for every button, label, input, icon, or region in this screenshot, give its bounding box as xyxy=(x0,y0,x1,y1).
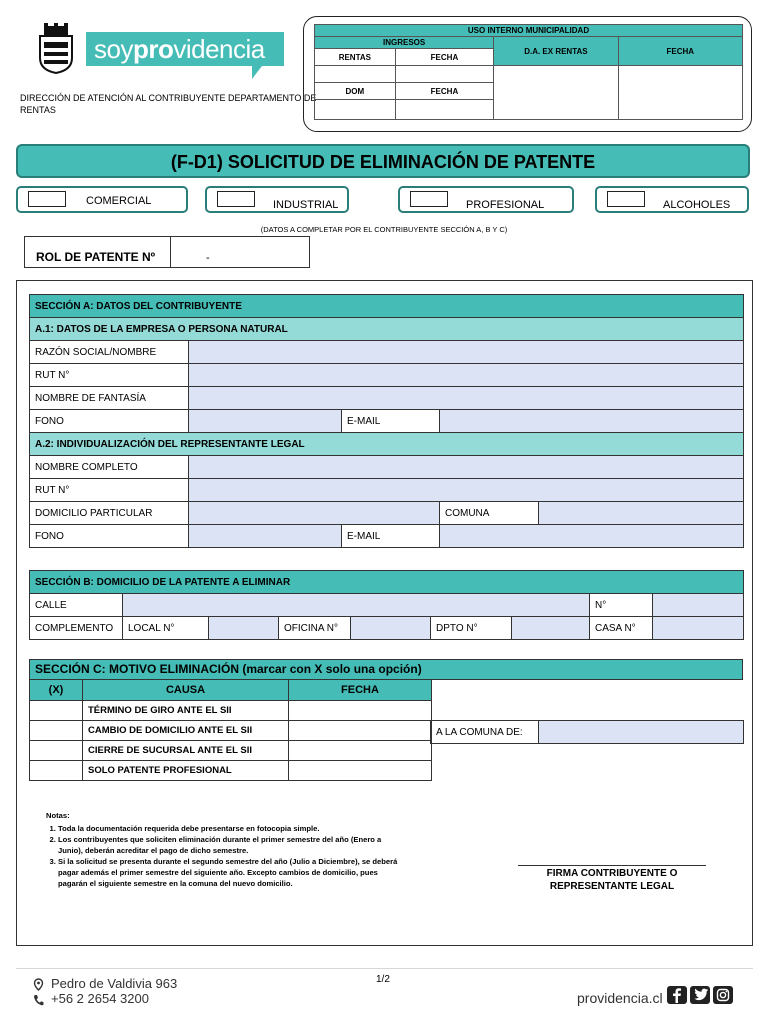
soyprovidencia-logo xyxy=(86,32,286,80)
oficina-label: OFICINA N° xyxy=(279,617,351,640)
category-alcoholes[interactable] xyxy=(595,186,749,213)
email-input[interactable] xyxy=(440,410,744,433)
oficina-input[interactable] xyxy=(351,617,431,640)
note-2: 2. Los contribuyentes que soliciten eliminación durante el primer semestre del año (Enero a Junio), deberán acreditar el pago de dicho semestre. xyxy=(58,834,398,856)
note-1: 1. Toda la documentación requerida debe presentarse en fotocopia simple. xyxy=(58,823,398,834)
col-x-header: (X) xyxy=(30,680,83,701)
dpto-input[interactable] xyxy=(512,617,590,640)
cause-1-check[interactable] xyxy=(30,701,83,721)
comuna-destino-table xyxy=(430,720,744,744)
comercial-checkbox[interactable] xyxy=(28,191,66,207)
fono-rep-label: FONO xyxy=(30,525,189,548)
calle-input[interactable] xyxy=(123,594,590,617)
local-input[interactable] xyxy=(209,617,279,640)
notes-block xyxy=(46,810,398,889)
page-number: 1/2 xyxy=(376,974,390,985)
cause-1-label: TÉRMINO DE GIRO ANTE EL SII xyxy=(83,701,289,721)
fecha-rentas-label: FECHA xyxy=(395,49,494,66)
location-pin-icon xyxy=(33,978,44,991)
category-comercial[interactable] xyxy=(16,186,188,213)
fecha-da-label: FECHA xyxy=(618,37,742,66)
local-label: LOCAL N° xyxy=(123,617,209,640)
internal-use-table xyxy=(314,24,743,120)
category-profesional[interactable] xyxy=(398,186,574,213)
cause-3-fecha[interactable] xyxy=(289,741,432,761)
footer-divider xyxy=(16,968,753,969)
profesional-label: PROFESIONAL xyxy=(466,199,545,211)
cause-1-fecha[interactable] xyxy=(289,701,432,721)
footer-phone: +56 2 2654 3200 xyxy=(51,991,149,1006)
cause-4-label: SOLO PATENTE PROFESIONAL xyxy=(83,761,289,781)
uso-title: USO INTERNO MUNICIPALIDAD xyxy=(315,25,743,37)
footer-address: Pedro de Valdivia 963 xyxy=(51,976,178,991)
email-label: E-MAIL xyxy=(342,410,440,433)
cause-2-check[interactable] xyxy=(30,721,83,741)
cause-3-check[interactable] xyxy=(30,741,83,761)
fono-input[interactable] xyxy=(189,410,342,433)
rut-input[interactable] xyxy=(189,364,744,387)
signature-label-1: FIRMA CONTRIBUYENTE O xyxy=(546,868,678,879)
section-c-title: SECCIÓN C: MOTIVO ELIMINACIÓN (marcar con X solo una opción) xyxy=(29,659,743,680)
comercial-label: COMERCIAL xyxy=(86,195,152,207)
section-a-table xyxy=(29,294,744,548)
calle-label: CALLE xyxy=(30,594,123,617)
dom-label: DOM xyxy=(315,83,396,100)
rut-rep-input[interactable] xyxy=(189,479,744,502)
numero-input[interactable] xyxy=(653,594,744,617)
phone-icon xyxy=(33,993,44,1005)
cause-2-label: CAMBIO DE DOMICILIO ANTE EL SII xyxy=(83,721,289,741)
profesional-checkbox[interactable] xyxy=(410,191,448,207)
comuna-destino-label: A LA COMUNA DE: xyxy=(431,721,539,744)
fecha-da-field[interactable] xyxy=(618,66,742,120)
fecha-dom-field[interactable] xyxy=(395,100,494,120)
da-ex-rentas-label: D.A. EX RENTAS xyxy=(494,37,618,66)
domicilio-label: DOMICILIO PARTICULAR xyxy=(30,502,189,525)
instructions-text: (DATOS A COMPLETAR POR EL CONTRIBUYENTE SECCIÓN A, B Y C) xyxy=(260,225,508,234)
section-a1-title: A.1: DATOS DE LA EMPRESA O PERSONA NATURAL xyxy=(30,318,744,341)
industrial-label: INDUSTRIAL xyxy=(273,199,339,211)
casa-input[interactable] xyxy=(653,617,744,640)
instagram-icon[interactable] xyxy=(713,986,733,1004)
dpto-label: DPTO N° xyxy=(431,617,512,640)
logo-text-post: videncia xyxy=(173,34,265,64)
comuna-destino-input[interactable] xyxy=(539,721,744,744)
rut-label: RUT N° xyxy=(30,364,189,387)
col-causa-header: CAUSA xyxy=(83,680,289,701)
razon-social-label: RAZÓN SOCIAL/NOMBRE xyxy=(30,341,189,364)
department-label: DIRECCIÓN DE ATENCIÓN AL CONTRIBUYENTE DEPARTAMENTO DE RENTAS xyxy=(20,93,317,115)
cause-4-fecha[interactable] xyxy=(289,761,432,781)
numero-label: N° xyxy=(590,594,653,617)
nombre-completo-input[interactable] xyxy=(189,456,744,479)
section-a2-title: A.2: INDIVIDUALIZACIÓN DEL REPRESENTANTE LEGAL xyxy=(30,433,744,456)
fono-label: FONO xyxy=(30,410,189,433)
rol-patente-field[interactable]: - xyxy=(206,252,210,264)
rentas-label: RENTAS xyxy=(315,49,396,66)
dom-field[interactable] xyxy=(315,100,396,120)
form-title: (F-D1) SOLICITUD DE ELIMINACIÓN DE PATENTE xyxy=(16,144,750,178)
cause-3-label: CIERRE DE SUCURSAL ANTE EL SII xyxy=(83,741,289,761)
casa-label: CASA N° xyxy=(590,617,653,640)
razon-social-input[interactable] xyxy=(189,341,744,364)
signature-label-2: REPRESENTANTE LEGAL xyxy=(549,881,675,892)
fecha-rentas-field[interactable] xyxy=(395,66,494,83)
section-c-table xyxy=(29,679,432,781)
category-industrial[interactable] xyxy=(205,186,349,213)
alcoholes-label: ALCOHOLES xyxy=(663,199,731,211)
col-fecha-header: FECHA xyxy=(289,680,432,701)
comuna-label: COMUNA xyxy=(440,502,539,525)
municipal-crest-icon xyxy=(36,22,76,74)
fantasia-input[interactable] xyxy=(189,387,744,410)
footer-website[interactable]: providencia.cl xyxy=(577,990,663,1006)
email-rep-input[interactable] xyxy=(440,525,744,548)
fecha-dom-label: FECHA xyxy=(395,83,494,100)
note-3: 3. Si la solicitud se presenta durante el segundo semestre del año (Julio a Diciembre), se deberá pagar además el primer semestre del siguiente año. Excepto cambios de domicilio, pues pagarán el siguiente semestre en la comuna del nuevo domicilio. xyxy=(58,856,398,889)
facebook-icon[interactable] xyxy=(667,986,687,1004)
notes-title: Notas: xyxy=(46,811,70,820)
rol-patente-label: ROL DE PATENTE Nº xyxy=(36,250,156,264)
da-field[interactable] xyxy=(494,66,618,120)
alcoholes-checkbox[interactable] xyxy=(607,191,645,207)
nombre-completo-label: NOMBRE COMPLETO xyxy=(30,456,189,479)
email-rep-label: E-MAIL xyxy=(342,525,440,548)
cause-2-fecha[interactable] xyxy=(289,721,432,741)
logo-text-bold: pro xyxy=(132,34,174,64)
logo-text-pre: soy xyxy=(94,34,133,64)
domicilio-input[interactable] xyxy=(189,502,440,525)
complemento-label: COMPLEMENTO xyxy=(30,617,123,640)
industrial-checkbox[interactable] xyxy=(217,191,255,207)
cause-4-check[interactable] xyxy=(30,761,83,781)
twitter-icon[interactable] xyxy=(690,986,710,1004)
fono-rep-input[interactable] xyxy=(189,525,342,548)
ingresos-label: INGRESOS xyxy=(315,37,494,49)
rentas-field[interactable] xyxy=(315,66,396,83)
section-b-table xyxy=(29,570,744,640)
section-a-title: SECCIÓN A: DATOS DEL CONTRIBUYENTE xyxy=(30,295,744,318)
fantasia-label: NOMBRE DE FANTASÍA xyxy=(30,387,189,410)
comuna-input[interactable] xyxy=(539,502,744,525)
signature-line xyxy=(518,865,706,866)
section-b-title: SECCIÓN B: DOMICILIO DE LA PATENTE A ELIMINAR xyxy=(30,571,744,594)
rut-rep-label: RUT N° xyxy=(30,479,189,502)
